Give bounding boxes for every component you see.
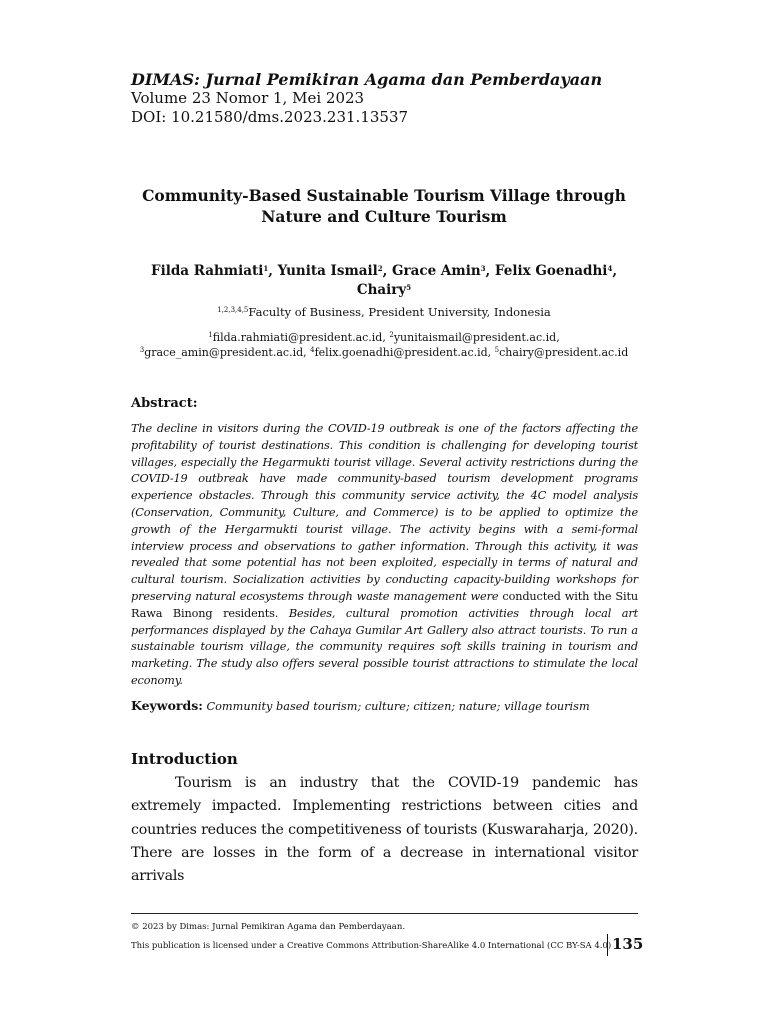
affiliation-sup: 1,2,3,4,5	[217, 306, 249, 314]
keywords	[131, 698, 641, 713]
abstract-text-italic-1: The decline in visitors during the COVID-19 outbreak is one of the factors affecting the profitability of tourist destinations. This condition is challenging for developing tourist villages, especially the Hegarmukti tourist village. Several activity restrictions during the COVID-19 outbreak have made community-based tourism development programs experience obstacles. Through this community service activity, the 4C model analysis (Conservation, Community, Culture, and Commerce) is to be applied to optimize the growth of the Hergarmukti tourist village. The activity begins with a semi-formal interview process and observations to gather information. Through this activity, it was revealed that some potential has not been exploited, especially in terms of natural and cultural tourism. Socialization activities by conducting capacity-building workshops for preserving natural ecosystems through waste management were	[131, 422, 638, 603]
author-name: Grace Amin	[392, 263, 481, 279]
email-sup: 3	[139, 346, 145, 354]
journal-doi[interactable]: DOI: 10.21580/dms.2023.231.13537	[131, 108, 409, 126]
email-sup: 5	[494, 346, 500, 354]
abstract-heading: Abstract:	[131, 396, 198, 411]
email-link[interactable]: yunitaismail@president.ac.id	[393, 331, 557, 344]
author-name: Chairy	[356, 282, 407, 298]
journal-name: DIMAS: Jurnal Pemikiran Agama dan Pemberdayaan	[131, 70, 603, 89]
footer-copyright: © 2023 by Dimas: Jurnal Pemikiran Agama dan Pemberdayaan.	[131, 922, 406, 932]
email-link[interactable]: felix.goenadhi@president.ac.id	[314, 346, 488, 359]
author-emails: $^1$filda.rahmiati@president.ac.id, $^2$yunitaismail@president.ac.id, $^3$grace_amin@president.ac.id, $^4$felix.goenadhi@president.ac.id, $^5$chairy@president.ac.id	[139, 331, 629, 359]
affiliation-text: Faculty of Business, President University, Indonesia	[248, 305, 551, 319]
abstract-text-italic-2: Besides, cultural promotion activities through local art performances displayed by the Cahaya Gumilar Art Gallery also attract tourists. To run a sustainable tourism village, the community requires soft skills training in tourism and marketing. The study also offers several possible tourist attractions to stimulate the local economy.	[131, 606, 639, 687]
journal-header	[131, 70, 602, 127]
author-name: Filda Rahmiati	[150, 263, 264, 279]
paper-title-line-1: Community-Based Sustainable Tourism Village through	[142, 186, 626, 205]
author-sup: 3	[480, 264, 486, 273]
keywords-label: Keywords:	[131, 698, 203, 713]
email-link[interactable]: filda.rahmiati@president.ac.id	[212, 331, 383, 344]
affiliation	[110, 305, 658, 320]
author-sup: 1	[263, 264, 269, 273]
email-sup: 4	[310, 346, 315, 354]
email-sup: 1	[208, 331, 213, 339]
abstract-body	[131, 421, 638, 690]
author-sup: 5	[406, 283, 412, 292]
introduction-paragraph: Tourism is an industry that the COVID-19 pandemic has extremely impacted. Implementing restrictions between cities and countries reduces the competitiveness of tourists (Kuswaraharja, 2020). There are losses in the form of a decrease in international visitor arrivals	[131, 775, 638, 885]
author-name: Yunita Ismail	[277, 263, 378, 279]
page-number-separator	[607, 934, 608, 956]
introduction-heading: Introduction	[131, 750, 238, 768]
email-link[interactable]: grace_amin@president.ac.id	[144, 346, 304, 359]
keywords-value: Community based tourism; culture; citizen; nature; village tourism	[206, 700, 590, 713]
email-sup: 2	[389, 331, 394, 339]
email-link[interactable]: chairy@president.ac.id	[499, 346, 629, 359]
footer-license[interactable]: This publication is licensed under a Creative Commons Attribution-ShareAlike 4.0 International (CC BY-SA 4.0)	[131, 941, 612, 951]
page-number: 135	[612, 935, 644, 953]
journal-volume: Volume 23 Nomor 1, Mei 2023	[131, 89, 365, 107]
author-sup: 2	[377, 264, 383, 273]
paper-title	[110, 185, 658, 227]
abstract-text-roman: conducted with the Situ Rawa Binong residents.	[131, 589, 638, 620]
author-list: Filda Rahmiati$^1$, Yunita Ismail$^2$, Grace Amin$^3$, Felix Goenadhi$^4$, Chairy$^5$	[150, 263, 618, 298]
footer-divider	[131, 913, 638, 914]
author-sup: 4	[607, 264, 613, 273]
author-name: Felix Goenadhi	[494, 263, 608, 279]
paper-title-line-2: Nature and Culture Tourism	[261, 207, 507, 226]
